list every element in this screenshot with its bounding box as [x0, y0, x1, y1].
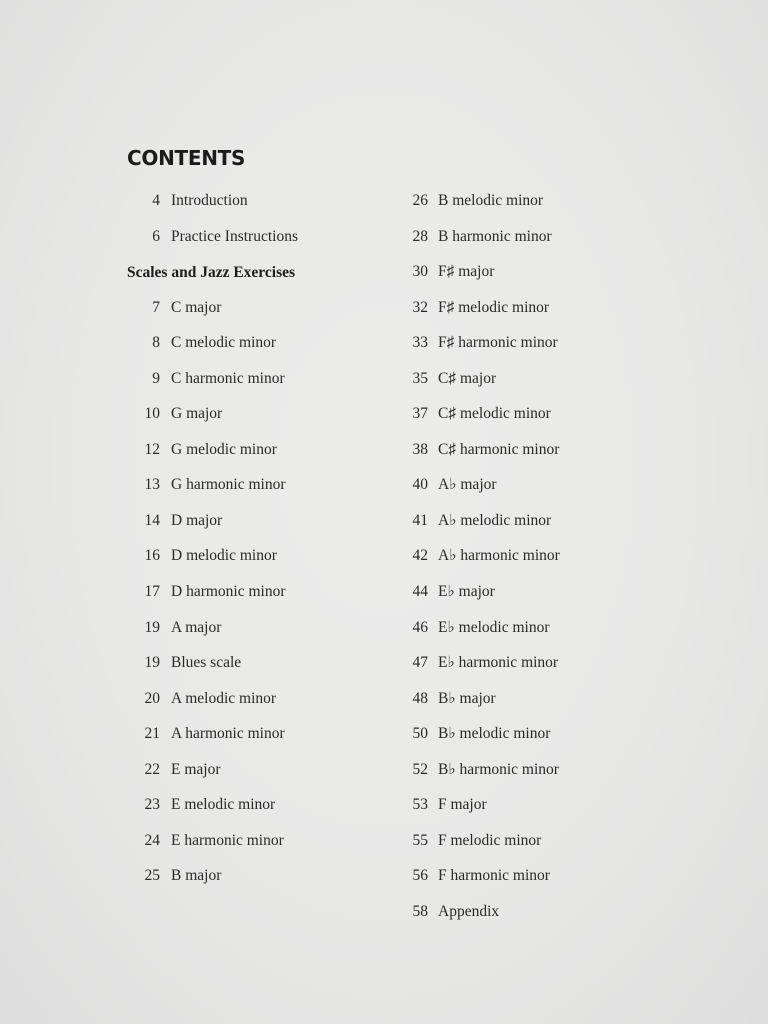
toc-entry	[398, 787, 658, 823]
toc-entry-title: C♯ major	[438, 369, 497, 387]
toc-page-number: 35	[412, 369, 428, 387]
toc-entry-title: A major	[171, 618, 222, 636]
toc-page-number: 17	[144, 583, 160, 601]
toc-page-number: 21	[144, 725, 160, 743]
toc-page-number: 8	[152, 334, 160, 352]
toc-entry	[127, 752, 387, 788]
toc-page-number: 16	[144, 547, 160, 565]
toc-entry-title: E melodic minor	[171, 796, 276, 814]
toc-right-column	[398, 183, 658, 929]
toc-page-number: 9	[152, 369, 160, 387]
toc-entry-title: E major	[171, 760, 221, 778]
toc-entry	[398, 894, 658, 930]
toc-entry-title: C major	[171, 298, 222, 316]
toc-page-number: 30	[412, 263, 428, 281]
toc-entry	[398, 396, 658, 432]
section-heading: Scales and Jazz Exercises	[127, 264, 296, 282]
toc-page-number: 56	[412, 867, 428, 885]
toc-entry	[398, 467, 658, 503]
toc-section-list	[127, 290, 387, 894]
toc-entry-title: C harmonic minor	[171, 369, 285, 387]
toc-entry-title: B major	[171, 867, 222, 885]
toc-page-number: 38	[412, 440, 428, 458]
toc-entry-title: F major	[438, 796, 487, 814]
toc-page-number: 24	[144, 831, 160, 849]
toc-entry	[127, 858, 387, 894]
toc-page-number: 19	[144, 654, 160, 672]
toc-page-number: 25	[144, 867, 160, 885]
toc-page-number: 46	[412, 618, 428, 636]
toc-entry-title: F harmonic minor	[438, 867, 550, 885]
toc-entry	[398, 432, 658, 468]
toc-entry	[127, 219, 387, 255]
toc-page-number: 40	[412, 476, 428, 494]
toc-front-matter-list	[127, 183, 387, 254]
toc-page-number: 22	[144, 760, 160, 778]
toc-entry-title: A harmonic minor	[171, 725, 285, 743]
toc-page-number: 13	[144, 476, 160, 494]
toc-entry-title: C melodic minor	[171, 334, 277, 352]
toc-continued-list	[398, 183, 658, 929]
toc-page-number: 55	[412, 831, 428, 849]
toc-entry	[398, 574, 658, 610]
toc-entry-title: E♭ major	[438, 583, 495, 601]
toc-entry	[398, 610, 658, 646]
toc-entry-title: A melodic minor	[171, 689, 277, 707]
toc-page-number: 58	[412, 902, 428, 920]
toc-page-number: 33	[412, 334, 428, 352]
toc-entry-title: Blues scale	[171, 654, 242, 672]
toc-page-number: 4	[152, 192, 160, 209]
toc-entry-title: G melodic minor	[171, 440, 277, 458]
toc-entry	[398, 538, 658, 574]
toc-entry	[398, 219, 658, 255]
toc-entry	[127, 574, 387, 610]
toc-entry-title: B melodic minor	[438, 192, 544, 209]
toc-entry-title: C♯ melodic minor	[438, 405, 551, 423]
toc-entry-title: F♯ melodic minor	[438, 298, 550, 316]
toc-entry-title: G harmonic minor	[171, 476, 286, 494]
toc-entry-title: B harmonic minor	[438, 227, 552, 245]
toc-entry	[398, 823, 658, 859]
toc-page-number: 10	[144, 405, 160, 423]
toc-entry-title: D melodic minor	[171, 547, 277, 565]
toc-entry-title: D harmonic minor	[171, 583, 286, 601]
toc-page-number: 44	[412, 583, 428, 601]
toc-page-number: 23	[144, 796, 160, 814]
toc-entry	[398, 254, 658, 290]
toc-entry-title: Practice Instructions	[171, 227, 298, 245]
toc-entry	[398, 361, 658, 397]
toc-entry	[127, 183, 387, 219]
toc-entry-title: Introduction	[171, 192, 248, 209]
toc-entry-title: B♭ harmonic minor	[438, 760, 559, 778]
toc-entry	[398, 858, 658, 894]
toc-left-column	[127, 183, 387, 894]
toc-entry-title: F♯ major	[438, 263, 495, 281]
page-title: CONTENTS	[127, 146, 246, 170]
toc-entry	[398, 503, 658, 539]
toc-entry	[127, 645, 387, 681]
toc-entry	[127, 610, 387, 646]
toc-entry	[398, 716, 658, 752]
toc-page-number: 47	[412, 654, 428, 672]
toc-entry	[127, 361, 387, 397]
toc-entry	[398, 681, 658, 717]
toc-page-number: 32	[412, 298, 428, 316]
toc-entry	[398, 183, 658, 219]
toc-page-number: 12	[144, 440, 160, 458]
toc-entry	[127, 681, 387, 717]
toc-entry-title: A♭ harmonic minor	[438, 547, 560, 565]
toc-entry-title: F♯ harmonic minor	[438, 334, 558, 352]
toc-entry	[398, 325, 658, 361]
toc-entry-title: E♭ melodic minor	[438, 618, 550, 636]
toc-entry-title: B♭ melodic minor	[438, 725, 551, 743]
toc-entry-title: A♭ major	[438, 476, 497, 494]
toc-entry-title: Appendix	[438, 902, 500, 920]
toc-page-number: 37	[412, 405, 428, 423]
toc-page-number: 19	[144, 618, 160, 636]
toc-entry-title: F melodic minor	[438, 831, 542, 849]
toc-entry-title: D major	[171, 511, 223, 529]
toc-page-number: 52	[412, 760, 428, 778]
toc-entry	[127, 787, 387, 823]
toc-entry	[127, 396, 387, 432]
toc-page-number: 41	[412, 511, 428, 529]
toc-page-number: 20	[144, 689, 160, 707]
toc-entry	[127, 823, 387, 859]
toc-page-number: 53	[412, 796, 428, 814]
toc-entry	[398, 752, 658, 788]
toc-page-number: 26	[412, 192, 428, 209]
toc-page-number: 7	[152, 298, 160, 316]
toc-entry	[127, 538, 387, 574]
toc-entry-title: E♭ harmonic minor	[438, 654, 559, 672]
toc-entry	[127, 503, 387, 539]
toc-entry	[127, 716, 387, 752]
toc-page-number: 42	[412, 547, 428, 565]
toc-page-number: 6	[152, 227, 160, 245]
toc-entry	[127, 467, 387, 503]
toc-entry-title: C♯ harmonic minor	[438, 440, 560, 458]
toc-entry-title: G major	[171, 405, 223, 423]
toc-entry-title: B♭ major	[438, 689, 496, 707]
toc-entry	[398, 290, 658, 326]
toc-page-number: 48	[412, 689, 428, 707]
toc-page-number: 28	[412, 227, 428, 245]
toc-entry-title: E harmonic minor	[171, 831, 284, 849]
toc-entry	[127, 432, 387, 468]
toc-entry	[127, 290, 387, 326]
toc-entry-title: A♭ melodic minor	[438, 511, 552, 529]
toc-page-number: 14	[144, 511, 160, 529]
toc-entry	[398, 645, 658, 681]
toc-entry	[127, 325, 387, 361]
toc-page-number: 50	[412, 725, 428, 743]
